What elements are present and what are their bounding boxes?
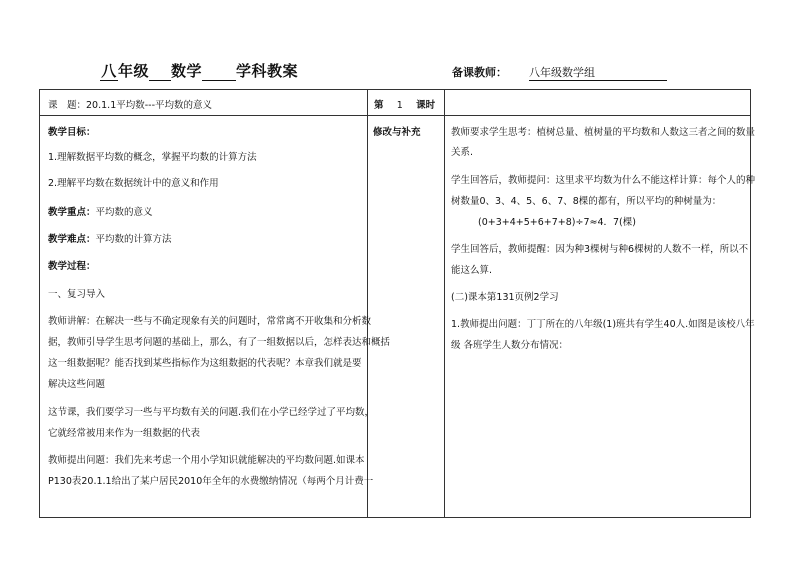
period-number: 1	[396, 100, 403, 111]
para3-line2: P130表20.1.1给出了某户居民2010年全年的水费缴纳情况（每两个月计费一	[48, 476, 374, 487]
right-para1-line1: 教师要求学生思考：植树总量、植树量的平均数和人数这三者之间的数量	[451, 127, 756, 138]
period-label: 第	[374, 100, 384, 111]
period-cell	[374, 97, 435, 111]
para1-line2: 据，教师引导学生思考问题的基础上，那么，有了一组数据以后，怎样表达和概括	[48, 337, 391, 348]
teacher-label: 备课教师：	[452, 66, 507, 79]
period-unit: 课时	[416, 100, 436, 111]
right-para3-line2: 能这么算.	[451, 265, 493, 276]
teacher-value: 八年级数学组	[529, 65, 667, 81]
para2-line2: 它就经常被用来作为一组数据的代表	[48, 428, 201, 439]
subject-blank	[202, 63, 236, 81]
goal-2: 2.理解平均数在数据统计中的意义和作用	[48, 178, 219, 189]
right-para3-line1: 学生回答后，教师提醒：因为种3棵树与种6棵树的人数不一样，所以不	[451, 244, 749, 255]
para1-line1: 教师讲解：在解决一些与不确定现象有关的问题时，常常离不开收集和分析数	[48, 316, 372, 327]
para3-line1: 教师提出问题：我们先来考虑一个用小学知识就能解决的平均数问题.如课本	[48, 455, 365, 466]
grade-value: 八	[101, 62, 117, 80]
topic-value: 20.1.1平均数---平均数的意义	[86, 100, 213, 111]
section-review: 一、复习导入	[48, 289, 106, 300]
divider-vertical-right	[444, 115, 445, 517]
goal-title: 教学目标：	[48, 127, 96, 138]
right-example-heading: (二)课本第131页例2学习	[451, 292, 559, 303]
topic-cell	[48, 97, 212, 111]
right-formula: (0+3+4+5+6+7+8)÷7≈4．7(棵)	[478, 217, 636, 228]
divider-vertical-left	[367, 90, 368, 517]
right-para1-line2: 关系.	[451, 147, 474, 158]
para1-line3: 这一组数据呢？能否找到某些指标作为这组数据的代表呢？本章我们就是要	[48, 358, 362, 369]
right-para5-line1: 1.教师提出问题：丁丁所在的八年级(1)班共有学生40人.如图是该校八年	[451, 319, 755, 330]
difficulty-label: 教学难点：	[48, 234, 96, 245]
para2-line1: 这节课，我们要学习一些与平均数有关的问题.我们在小学已经学过了平均数，	[48, 407, 375, 418]
difficulty	[48, 230, 172, 250]
grade-blank	[149, 63, 171, 81]
process-title: 教学过程：	[48, 261, 96, 272]
subject-value: 数学	[171, 62, 203, 80]
revise-header: 修改与补充	[373, 127, 421, 138]
goal-1: 1.理解数据平均数的概念，掌握平均数的计算方法	[48, 152, 257, 163]
document-title	[100, 60, 298, 81]
divider-vertical-period	[444, 90, 445, 115]
lesson-table	[39, 89, 756, 518]
key-point-value: 平均数的意义	[95, 207, 153, 218]
right-para2-line2: 树数量0、3、4、5、6、7、8棵的都有，所以平均的种树量为：	[451, 196, 722, 207]
key-point-label: 教学重点：	[48, 207, 96, 218]
teacher-line	[452, 64, 667, 81]
difficulty-value: 平均数的计算方法	[95, 234, 172, 245]
doc-type: 学科教案	[236, 62, 299, 80]
divider-horizontal-header	[40, 115, 750, 116]
grade-suffix: 年级	[118, 62, 150, 80]
right-para5-line2: 级 各班学生人数分布情况：	[451, 340, 569, 351]
para1-line4: 解决这些问题	[48, 379, 106, 390]
right-para2-line1: 学生回答后，教师提问：这里求平均数为什么不能这样计算：每个人的种	[451, 175, 756, 186]
key-point	[48, 203, 153, 223]
topic-label: 课 题：	[48, 100, 87, 111]
